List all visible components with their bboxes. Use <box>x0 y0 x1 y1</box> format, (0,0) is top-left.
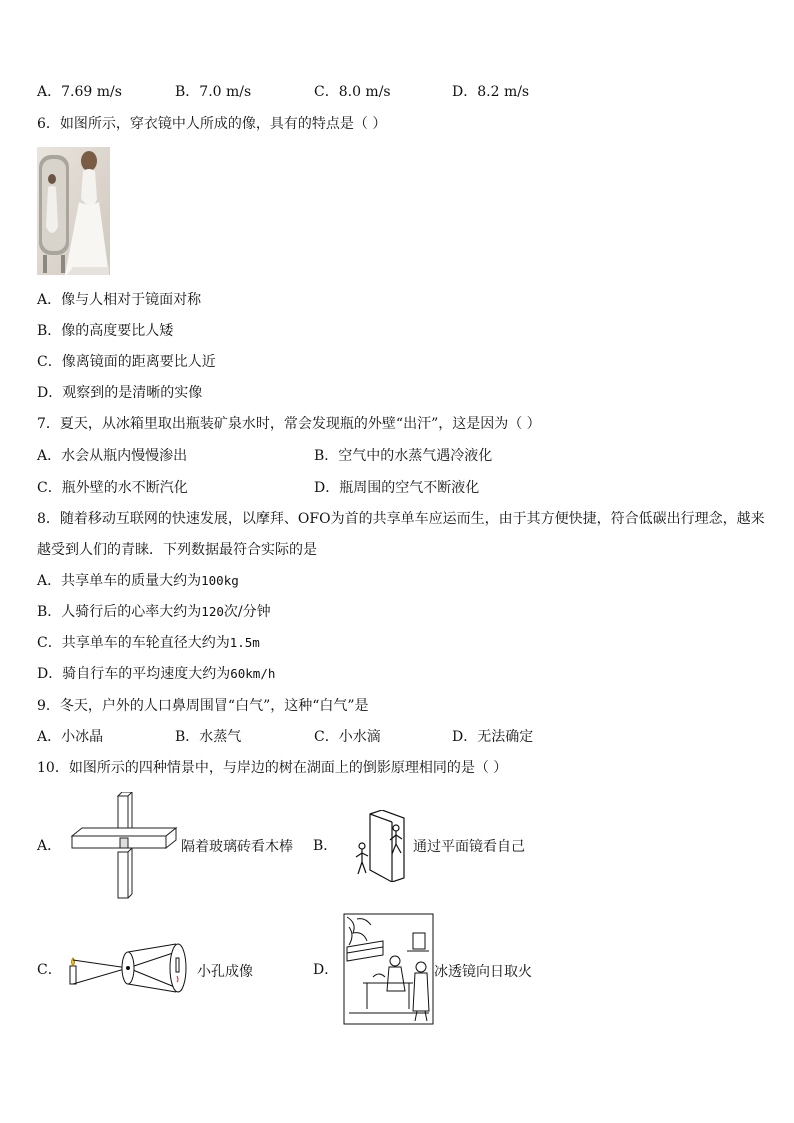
q8-option-d[interactable] <box>37 665 275 683</box>
q10-option-d-label[interactable]: D． <box>313 962 339 978</box>
q9-stem: 9．冬天，户外的人口鼻周围冒“白气”，这种“白气”是 <box>37 698 369 714</box>
glass-brick-figure <box>70 792 180 900</box>
q10-option-c-label[interactable]: C． <box>37 962 62 978</box>
q8-option-d-value: 60km/h <box>230 666 276 681</box>
q6-option-b[interactable]: B．像的高度要比人矮 <box>37 323 174 339</box>
q6-stem: 6．如图所示，穿衣镜中人所成的像，具有的特点是（ ） <box>37 116 387 132</box>
q8-option-b-value: 120 <box>201 604 224 619</box>
q10-stem: 10．如图所示的四种情景中，与岸边的树在湖面上的倒影原理相同的是（ ） <box>37 760 508 776</box>
q5-option-d[interactable]: D．8.2 m/s <box>452 84 530 100</box>
q8-option-d-text: D．骑自行车的平均速度大约为 <box>37 666 231 682</box>
q8-option-b[interactable] <box>37 603 271 621</box>
q8-option-c[interactable] <box>37 634 260 652</box>
q9-option-c[interactable]: C．小水滴 <box>314 729 381 745</box>
q10-option-b-caption: 通过平面镜看自己 <box>413 839 525 855</box>
q8-option-b-unit: 次/分钟 <box>223 604 271 620</box>
q8-option-a[interactable] <box>37 572 239 590</box>
q5-option-c[interactable]: C．8.0 m/s <box>314 84 391 100</box>
q9-option-d[interactable]: D．无法确定 <box>452 729 534 745</box>
q10-option-b-label[interactable]: B． <box>313 838 338 854</box>
plane-mirror-figure <box>352 810 410 882</box>
q7-option-a[interactable]: A．水会从瓶内慢慢渗出 <box>37 448 188 464</box>
q8-stem-line2: 越受到人们的青睐．下列数据最符合实际的是 <box>37 542 317 558</box>
q7-stem: 7．夏天，从冰箱里取出瓶装矿泉水时，常会发现瓶的外壁“出汗”，这是因为（ ） <box>37 416 541 432</box>
q10-option-d-caption: 冰透镜向日取火 <box>434 964 532 980</box>
q8-option-a-text: A．共享单车的质量大约为 <box>37 573 202 589</box>
q9-option-b[interactable]: B．水蒸气 <box>175 729 242 745</box>
q8-option-b-text: B．人骑行后的心率大约为 <box>37 604 202 620</box>
mirror-photo <box>37 147 110 275</box>
q6-option-c[interactable]: C．像离镜面的距离要比人近 <box>37 354 216 370</box>
q7-option-c[interactable]: C．瓶外壁的水不断汽化 <box>37 480 188 496</box>
q7-option-d[interactable]: D．瓶周围的空气不断液化 <box>314 480 480 496</box>
pinhole-camera-figure <box>66 940 191 1000</box>
q5-option-a[interactable]: A．7.69 m/s <box>37 84 122 100</box>
q6-option-d[interactable]: D．观察到的是清晰的实像 <box>37 385 203 401</box>
q8-option-c-text: C．共享单车的车轮直径大约为 <box>37 635 230 651</box>
q9-option-a[interactable]: A．小冰晶 <box>37 729 104 745</box>
q5-option-b[interactable]: B．7.0 m/s <box>175 84 252 100</box>
q10-option-a-caption: 隔着玻璃砖看木棒 <box>181 839 293 855</box>
q7-option-b[interactable]: B．空气中的水蒸气遇冷液化 <box>314 448 493 464</box>
q10-option-a-label[interactable]: A． <box>37 838 62 854</box>
ice-lens-figure <box>343 913 434 1025</box>
q6-option-a[interactable]: A．像与人相对于镜面对称 <box>37 292 202 308</box>
q8-option-a-value: 100kg <box>201 573 239 588</box>
q10-option-c-caption: 小孔成像 <box>197 964 253 980</box>
q8-stem-line1: 8．随着移动互联网的快速发展，以摩拜、OFO为首的共享单车应运而生，由于其方便快捷，符合低碳出行理念，越来 <box>37 511 765 527</box>
q8-option-c-value: 1.5m <box>229 635 260 650</box>
